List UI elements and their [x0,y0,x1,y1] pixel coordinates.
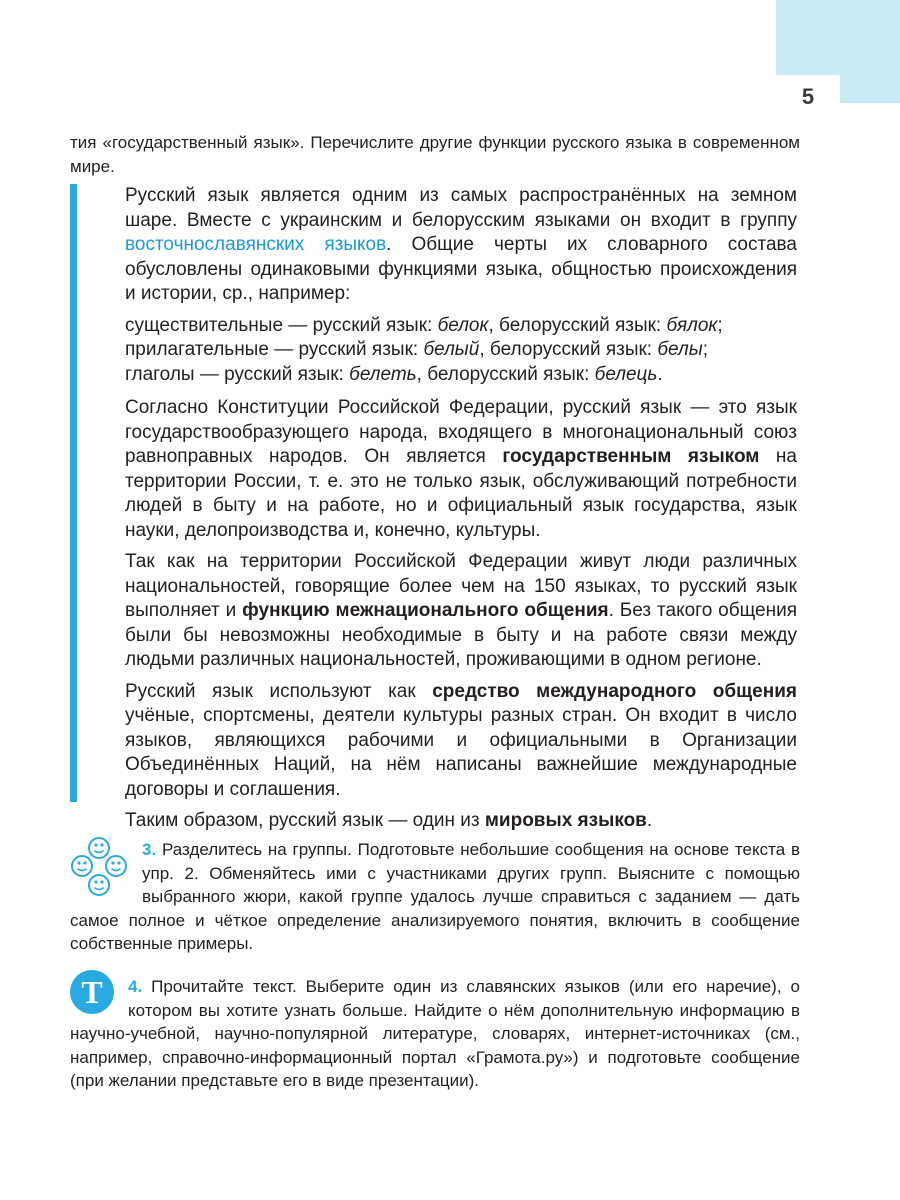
text: белець [594,363,658,385]
text: белок [437,314,489,336]
text: . [657,363,663,385]
text: Так как на территории Российской Федерации живут люди различных национальностей, говорящие более чем на 150 языках, то русский язык выполняет и [125,551,797,621]
text: Русский язык является одним из самых распространённых на земном шаре. Вместе с украинским и белорусским языками он входит в группу [125,185,797,231]
text: . Без такого общения были бы невозможны необходимые в быту и на работе связи между людьми различных национальностей, проживающими в одном регионе. [125,600,797,670]
text: существительные — русский язык: [125,314,438,336]
task-text: Разделитесь на группы. Подготовьте небольшие сообщения на основе текста в упр. 2. Обменяйтесь ими с участниками других групп. Выясните с помощью выбранного жюри, какой группе удалось лучше справиться с заданием — дать самое полное и чёткое определение анализируемого понятия, включить в сообщение собственные примеры. [70,840,800,953]
task-number: 4. [128,977,143,996]
text: белы [657,339,703,360]
task-3 [70,838,800,956]
text: , белорусский язык: [488,314,667,336]
paragraph-5 [125,809,797,834]
example-line [125,338,797,363]
task-number: 3. [142,840,157,859]
task-text: Прочитайте текст. Выберите один из славянских языков (или его наречие), о котором вы хотите узнать больше. Найдите о нём дополнительную информацию в научно-учебной, научно-популярной литературе, словарях, интернет-источниках (см., например, справочно-информационный портал «Грамота.ру») и подготовьте сообщение (при желании представьте его в виде презентации). [70,977,800,1090]
t-badge-icon: Т [70,970,114,1014]
paragraph-4 [125,680,797,803]
text: , белорусский язык: [416,363,595,385]
page-number: 5 [801,84,815,109]
text: прилагательные — русский язык: [125,339,424,360]
text: мировых языков [484,810,647,831]
intro-text: тия «государственный язык». Перечислите другие функции русского языка в современном мире. [70,133,800,176]
paragraph-1 [125,184,797,307]
corner-tab [840,0,900,103]
text: учёные, спортсмены, деятели культуры разных стран. Он входит в число языков, являющихся рабочими и официальными в Организации Объединённых Наций, на нём написаны важнейшие международные договоры и соглашения. [125,705,797,800]
text: Русский язык используют как [125,680,433,702]
examples-list [125,314,797,388]
paragraph-3 [125,550,797,673]
paragraph-2 [125,396,797,543]
text: . Общие черты их словарного состава обусловлены одинаковыми функциями языка, общностью происхождения и истории, ср., например: [125,234,797,304]
text: на территории России, т. е. это не только язык, обслуживающий потребности людей в быту и на работе, но и официальный язык государства, язык науки, делопроизводства и, конечно, культуры. [125,446,797,541]
task-4 [70,975,800,1093]
text: . [646,810,653,831]
text: , белорусский язык: [479,339,658,360]
term-link[interactable]: восточнославянских языков [125,234,387,255]
main-text-block [70,184,800,831]
text: глаголы — русский язык: [125,363,350,385]
text: средство международного общения [432,680,797,702]
text: государственным языком [502,446,760,467]
example-line [125,314,797,339]
accent-bar [70,184,77,802]
text: ; [717,314,723,336]
text: ; [702,339,708,360]
text: Согласно Конституции Российской Федерации, русский язык — это язык государствообразующего народа, входящего в многонациональный союз равноправных народов. Он является [125,397,797,467]
text: белый [423,339,480,360]
text: бялок [666,314,718,336]
text: Таким образом, русский язык — один из [125,810,485,831]
text: функцию межнационального общения [242,600,609,621]
example-line [125,363,797,388]
text: белеть [349,363,417,385]
main-text [125,184,797,841]
